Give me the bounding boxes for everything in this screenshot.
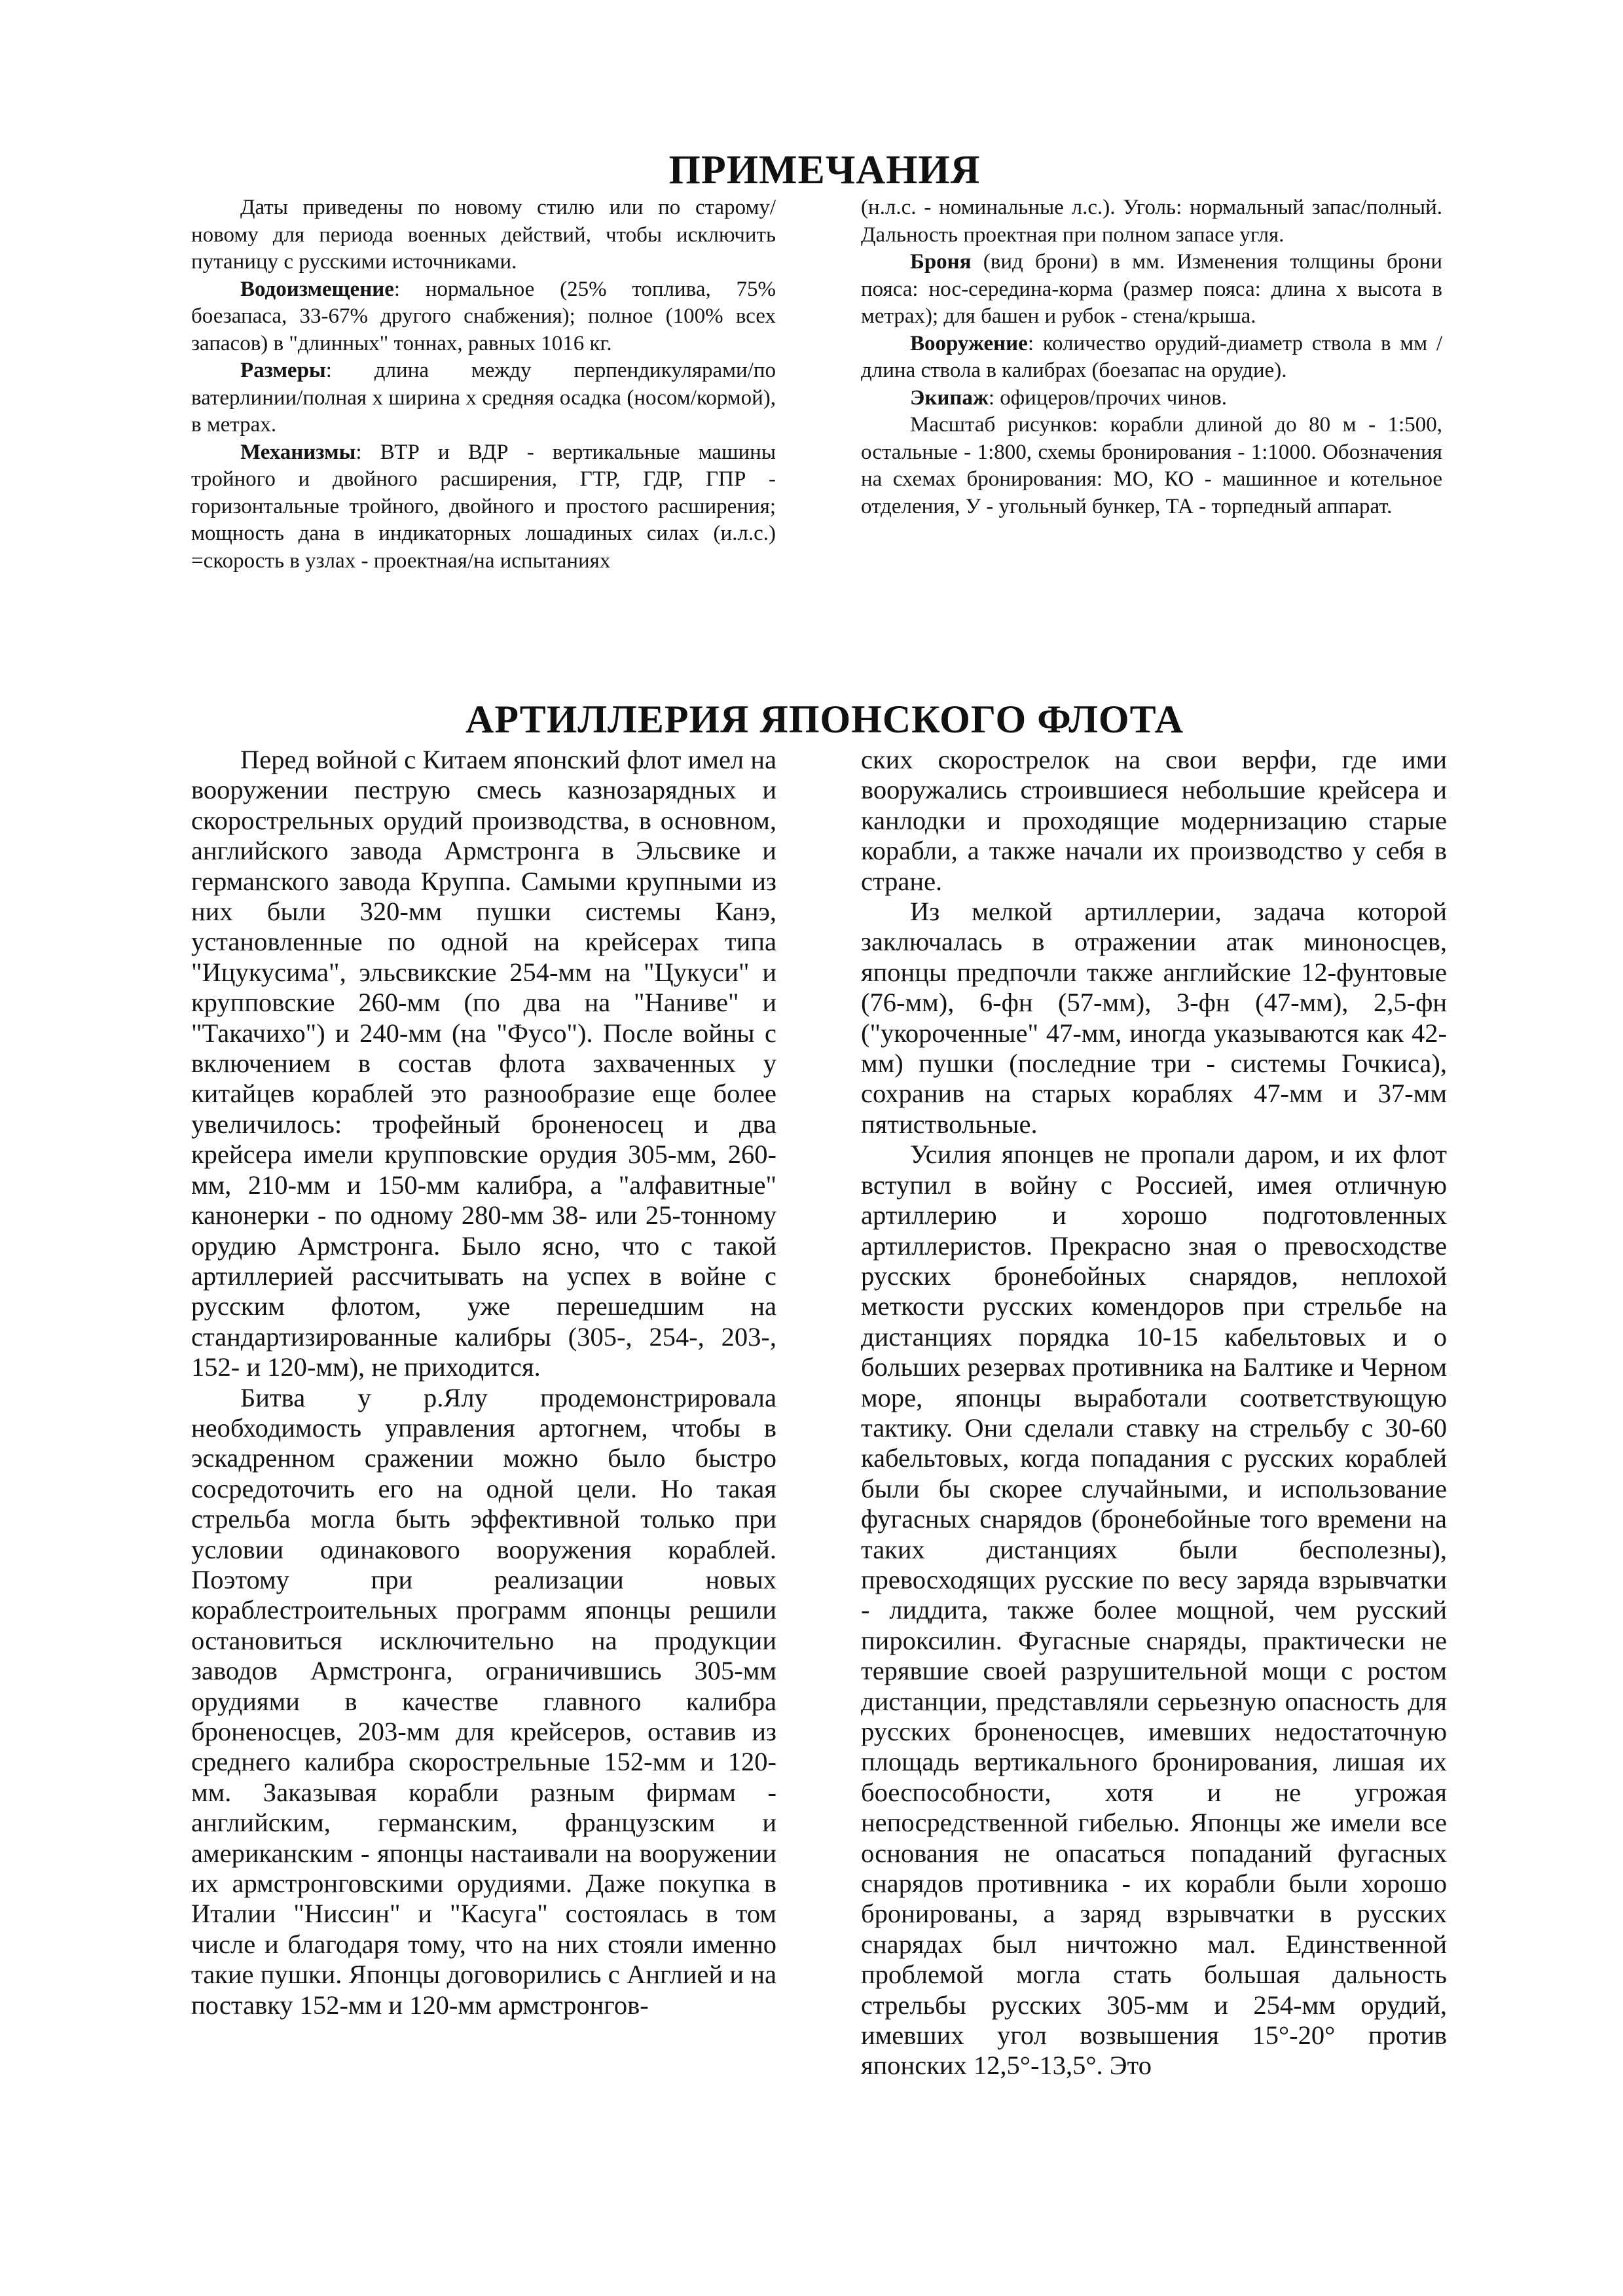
notes-paragraph bbox=[861, 194, 1442, 249]
notes-paragraph bbox=[191, 194, 776, 276]
notes-column-left bbox=[191, 194, 776, 685]
notes-paragraph-text: Масштаб рисунков: корабли длиной до 80 м - 1:500, остальные - 1:800, схемы бронирования - 1:1000. Обозначения на схемах бронирования: МО, КО - машинное и котельное отделения, У - угольный бункер, ТА - торпедный аппарат. bbox=[861, 413, 1442, 518]
notes-column-right bbox=[861, 194, 1442, 685]
notes-paragraph-text: : офицеров/прочих чинов. bbox=[988, 386, 1227, 410]
notes-paragraph bbox=[191, 357, 776, 439]
article-paragraph: Перед войной с Китаем японский флот имел на вооружении пеструю смесь казнозарядных и скорострельных орудий производства, в основном, английского завода Армстронга в Эльсвике и германского завода Круппа. Самыми крупными из них были 320-мм пушки системы Канэ, установленные по одной на крейсерах типа "Ицукусима", эльсвикские 254-мм на "Цукуси" и крупповские 260-мм (по два на "Наниве" и "Такачихо") и 240-мм (на "Фусо"). После войны с включением в состав флота захваченных у китайцев кораблей это разнообразие еще более увеличилось: трофейный броненосец и два крейсера имели крупповские орудия 305-мм, 260-мм, 210-мм и 150-мм калибра, а "алфавитные" канонерки - по одному 280-мм 38- или 25-тонному орудию Армстронга. Было ясно, что с такой артиллерией рассчитывать на успех в войне с русским флотом, уже перешедшим на стандартизированные калибры (305-, 254-, 203-, 152- и 120-мм), не приходится. bbox=[191, 745, 776, 1382]
notes-title: ПРИМЕЧАНИЯ bbox=[668, 148, 981, 192]
article-title: АРТИЛЛЕРИЯ ЯПОНСКОГО ФЛОТА bbox=[465, 698, 1184, 741]
notes-paragraph-label: Экипаж bbox=[910, 386, 989, 410]
notes-paragraph-text: : нормальное (25% топлива, 75% боезапаса, 33-67% другого снабжения); полное (100% всех запасов) в "длинных" тоннах, равных 1016 кг. bbox=[191, 277, 776, 355]
notes-paragraph bbox=[191, 439, 776, 575]
notes-paragraph bbox=[861, 331, 1442, 385]
article-paragraph: Битва у р.Ялу продемонстрировала необходимость управления артогнем, чтобы в эскадренном сражении можно было быстро сосредоточить его на одной цели. Но такая стрельба могла быть эффективной только при условии одинакового вооружения кораблей. Поэтому при реализации новых кораблестроительных программ японцы решили остановиться исключительно на продукции заводов Армстронга, ограничившись 305-мм орудиями в качестве главного калибра броненосцев, 203-мм для крейсеров, оставив из среднего калибра скорострельные 152-мм и 120-мм. Заказывая корабли разным фирмам - английским, германским, французским и американским - японцы настаивали на вооружении их армстронговскими орудиями. Даже покупка в Италии "Ниссин" и "Касуга" состоялась в том числе и благодаря тому, что на них стояли именно такие пушки. Японцы договорились с Англией и на поставку 152-мм и 120-мм армстронгов- bbox=[191, 1382, 776, 2020]
notes-paragraph-label: Вооружение bbox=[910, 331, 1028, 355]
notes-paragraph-text: (вид брони) в мм. Изменения толщины брони пояса: нос-середина-корма (размер пояса: длина х высота в метрах); для башен и рубок - стена/крыша. bbox=[861, 250, 1442, 328]
notes-paragraph bbox=[191, 276, 776, 358]
notes-paragraph bbox=[861, 385, 1442, 412]
notes-paragraph-label: Механизмы bbox=[240, 440, 356, 464]
notes-paragraph-text: (н.л.с. - номинальные л.с.). Уголь: нормальный запас/полный. Дальность проектная при полном запасе угля. bbox=[861, 196, 1442, 247]
notes-paragraph-label: Размеры bbox=[240, 359, 326, 382]
notes-paragraph-label: Броня bbox=[910, 250, 972, 274]
article-paragraph: Из мелкой артиллерии, задача которой заключалась в отражении атак миноносцев, японцы предпочли также английские 12-фунтовые (76-мм), 6-фн (57-мм), 3-фн (47-мм), 2,5-фн ("укороченные" 47-мм, иногда указываются как 42-мм) пушки (последние три - системы Гочкиса), сохранив на старых кораблях 47-мм и 37-мм пятиствольные. bbox=[861, 897, 1447, 1139]
notes-paragraph bbox=[861, 412, 1442, 520]
notes-paragraph bbox=[861, 249, 1442, 331]
notes-paragraph-label: Водоизмещение bbox=[240, 277, 394, 301]
notes-paragraph-text: : количество орудий-диаметр ствола в мм / длина ствола в калибрах (боезапас на орудие). bbox=[861, 331, 1442, 382]
notes-paragraph-text: : ВТР и ВДР - вертикальные машины тройного и двойного расширения, ГТР, ГДР, ГПР - горизонтальные тройного, двойного и простого расширения; мощность дана в индикаторных лошадиных силах (и.л.с.) =скорость в узлах - проектная/на испытаниях bbox=[191, 440, 776, 573]
article-paragraph: ских скорострелок на свои верфи, где ими вооружались строившиеся небольшие крейсера и канлодки и проходящие модернизацию старые корабли, а также начали их производство у себя в стране. bbox=[861, 745, 1447, 896]
article-column-left bbox=[191, 745, 776, 2145]
notes-paragraph-text: Даты приведены по новому стилю или по старому/новому для периода военных действий, чтобы исключить путаницу с русскими источниками. bbox=[191, 196, 776, 274]
notes-paragraph-text: : длина между перпендикулярами/по ватерлинии/полная х ширина х средняя осадка (носом/кормой), в метрах. bbox=[191, 359, 776, 437]
article-paragraph: Усилия японцев не пропали даром, и их флот вступил в войну с Россией, имея отличную артиллерию и хорошо подготовленных артиллеристов. Прекрасно зная о превосходстве русских бронебойных снарядов, неплохой меткости русских комендоров при стрельбе на дистанциях порядка 10-15 кабельтовых и о больших резервах противника на Балтике и Черном море, японцы выработали соответствующую тактику. Они сделали ставку на стрельбу с 30-60 кабельтовых, когда попадания с русских кораблей были бы скорее случайными, и использование фугасных снарядов (бронебойные того времени на таких дистанциях были бесполезны), превосходящих русские по весу заряда взрывчатки - лиддита, также более мощной, чем русский пироксилин. Фугасные снаряды, практически не терявшие своей разрушительной мощи с ростом дистанции, представляли серьезную опасность для русских броненосцев, имевших недостаточную площадь вертикального бронирования, лишая их боеспособности, хотя и не угрожая непосредственной гибелью. Японцы же имели все основания не опасаться попаданий фугасных снарядов противника - их корабли были хорошо бронированы, а заряд взрывчатки в русских снарядах был ничтожно мал. Единственной проблемой могла стать большая дальность стрельбы русских 305-мм и 254-мм орудий, имевших угол возвышения 15°-20° против японских 12,5°-13,5°. Это bbox=[861, 1139, 1447, 2081]
article-column-right bbox=[861, 745, 1447, 2145]
